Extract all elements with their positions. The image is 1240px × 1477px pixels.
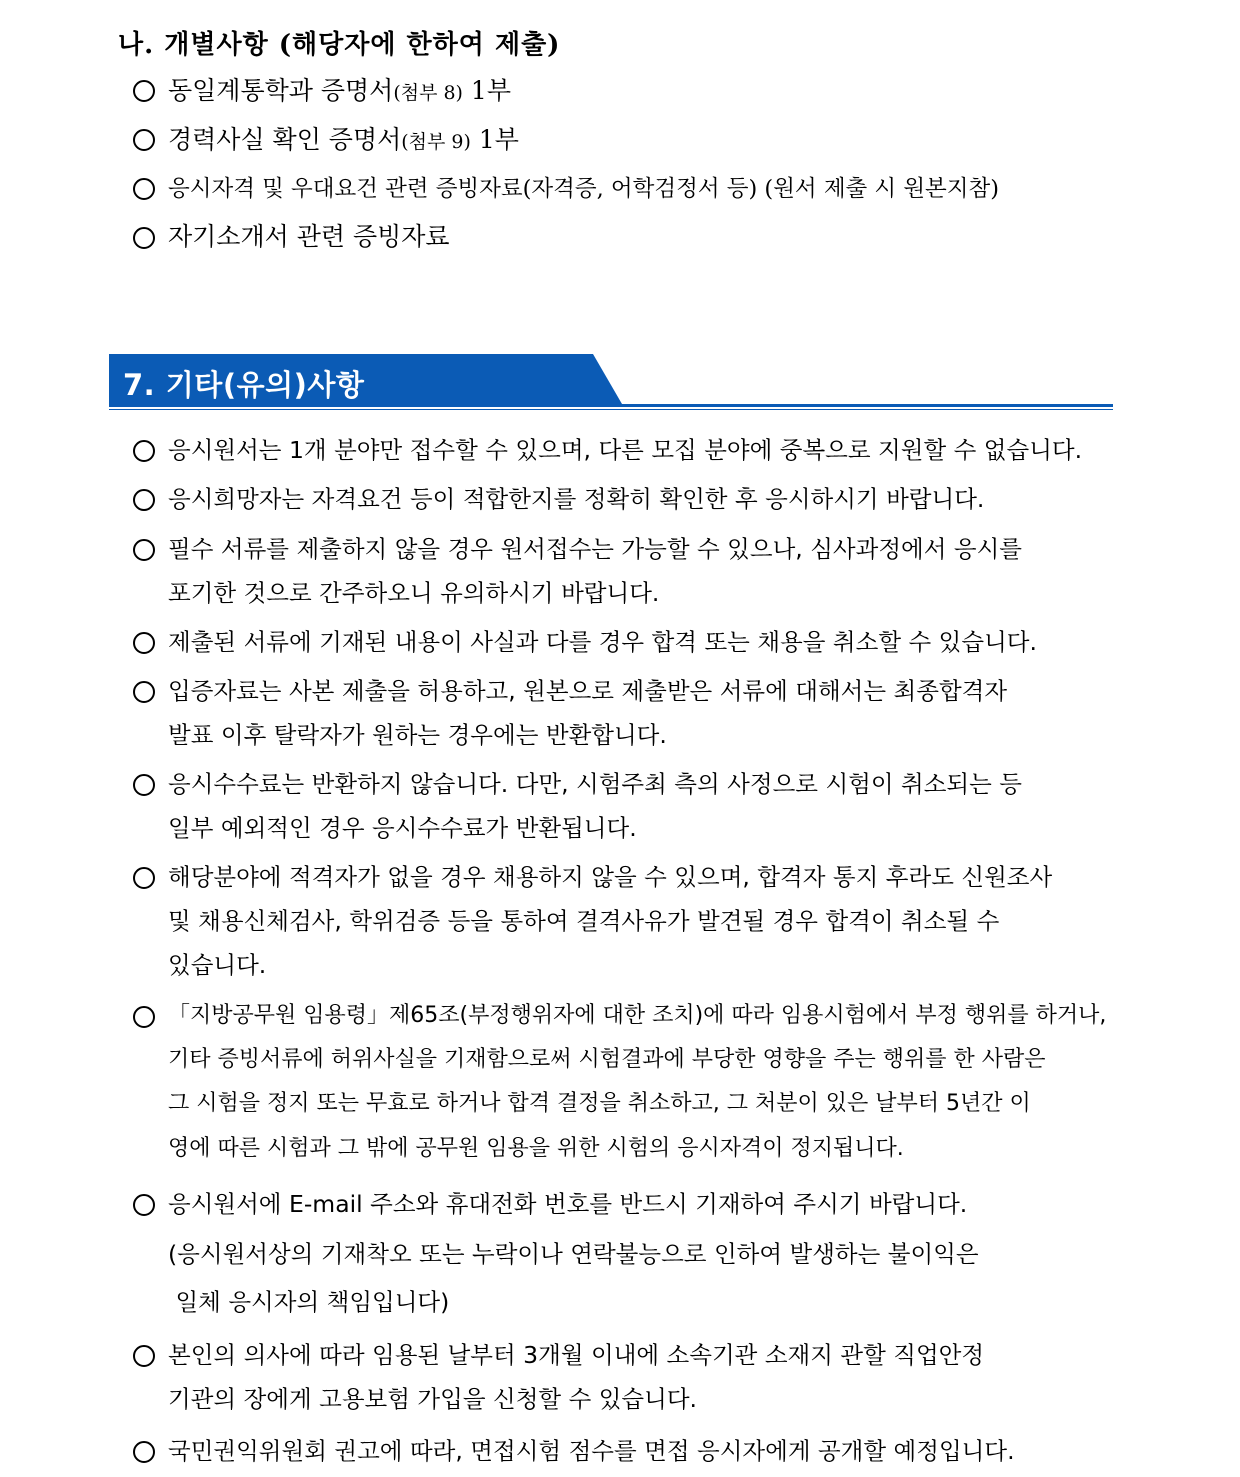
circle-bullet-icon [133,80,155,102]
list-item-line: 그 시험을 정지 또는 무효로 하거나 합격 결정을 취소하고, 그 처분이 있은 날부터 5년간 이 [168,1091,1031,1116]
list-item-line: 본인의 의사에 따라 임용된 날부터 3개월 이내에 소속기관 소재지 관할 직업안정 [168,1341,985,1369]
list-item: 경력사실 확인 증명서(첨부 9) 1부 [168,125,519,154]
list-item-line: 응시희망자는 자격요건 등이 적합한지를 정확히 확인한 후 응시하시기 바랍니다. [168,485,985,513]
circle-bullet-icon [133,1006,155,1028]
list-item-line: 「지방공무원 임용령」제65조(부정행위자에 대한 조치)에 따라 임용시험에서 부정 행위를 하거나, [168,1003,1107,1028]
list-item-line: 일부 예외적인 경우 응시수수료가 반환됩니다. [168,814,637,842]
circle-bullet-icon [133,774,155,796]
section-title: 7. 기타(유의)사항 [123,368,365,402]
list-item-line: 제출된 서류에 기재된 내용이 사실과 다를 경우 합격 또는 채용을 취소할 수 있습니다. [168,628,1037,656]
list-item-line: 기타 증빙서류에 허위사실을 기재함으로써 시험결과에 부당한 영향을 주는 행위를 한 사람은 [168,1047,1046,1072]
list-item: 응시자격 및 우대요건 관련 증빙자료(자격증, 어학검정서 등) (원서 제출 시 원본지참) [168,176,1000,202]
list-item-line: 및 채용신체검사, 학위검증 등을 통하여 결격사유가 발견될 경우 합격이 취소될 수 [168,907,1000,935]
list-item-line: 응시원서는 1개 분야만 접수할 수 있으며, 다른 모집 분야에 중복으로 지원할 수 없습니다. [168,436,1083,464]
list-item-line: 필수 서류를 제출하지 않을 경우 원서접수는 가능할 수 있으나, 심사과정에서 응시를 [168,535,1023,563]
circle-bullet-icon [133,440,155,462]
circle-bullet-icon [133,178,155,200]
list-item: 자기소개서 관련 증빙자료 [168,222,450,251]
circle-bullet-icon [133,1345,155,1367]
list-item-line: 일체 응시자의 책임입니다) [168,1288,450,1316]
circle-bullet-icon [133,489,155,511]
circle-bullet-icon [133,867,155,889]
list-item-line: 포기한 것으로 간주하오니 유의하시기 바랍니다. [168,579,660,607]
subsection-heading: 나. 개별사항 (해당자에 한하여 제출) [118,30,561,60]
circle-bullet-icon [133,681,155,703]
list-item-line: (응시원서상의 기재착오 또는 누락이나 연락불능으로 인하여 발생하는 불이익은 [168,1240,979,1268]
list-item-line: 응시원서에 E-mail 주소와 휴대전화 번호를 반드시 기재하여 주시기 바랍니다. [168,1190,968,1218]
circle-bullet-icon [133,539,155,561]
section-title-banner [109,354,1113,412]
circle-bullet-icon [133,632,155,654]
list-item-line: 입증자료는 사본 제출을 허용하고, 원본으로 제출받은 서류에 대해서는 최종합격자 [168,677,1008,705]
circle-bullet-icon [133,227,155,249]
list-item: 동일계통학과 증명서(첨부 8) 1부 [168,76,511,105]
circle-bullet-icon [133,1441,155,1463]
list-item-line: 있습니다. [168,951,267,979]
list-item-line: 발표 이후 탈락자가 원하는 경우에는 반환합니다. [168,721,667,749]
list-item-line: 응시수수료는 반환하지 않습니다. 다만, 시험주최 측의 사정으로 시험이 취소되는 등 [168,770,1023,798]
circle-bullet-icon [133,129,155,151]
list-item-line: 영에 따른 시험과 그 밖에 공무원 임용을 위한 시험의 응시자격이 정지됩니다. [168,1136,904,1161]
list-item-line: 해당분야에 적격자가 없을 경우 채용하지 않을 수 있으며, 합격자 통지 후라도 신원조사 [168,863,1053,891]
list-item-line: 국민권익위원회 권고에 따라, 면접시험 점수를 면접 응시자에게 공개할 예정입니다. [168,1437,1015,1465]
circle-bullet-icon [133,1194,155,1216]
list-item-line: 기관의 장에게 고용보험 가입을 신청할 수 있습니다. [168,1385,698,1413]
